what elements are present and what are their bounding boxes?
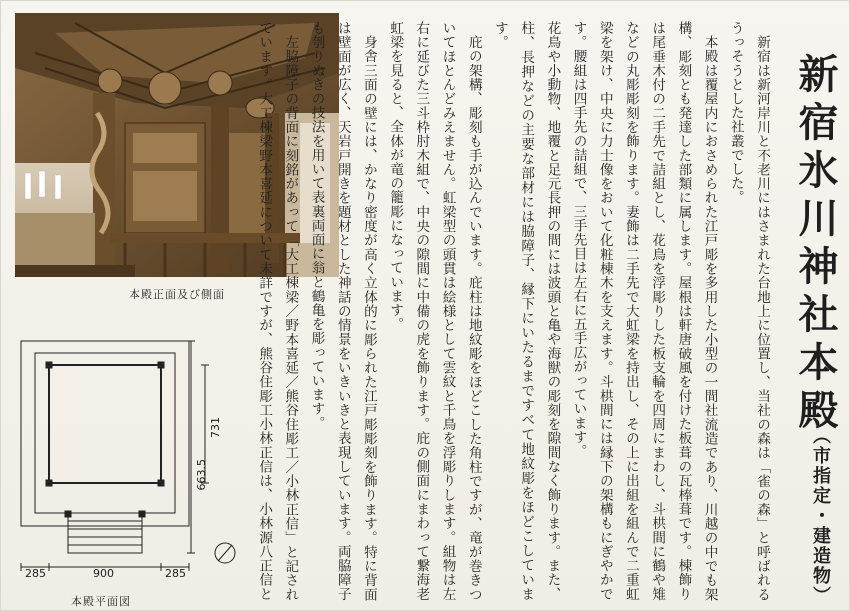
photo-caption: 本殿正面及び側面 (129, 288, 225, 301)
page-title: 新宿氷川神社本殿 (792, 53, 839, 437)
designation-subtitle: （市指定・建造物） (810, 426, 831, 606)
dim-right-label: 285 (165, 567, 186, 580)
paragraph-3: 花鳥や小動物、地覆と足元長押の間には波頭と亀や海獣の彫刻を隙間なく飾ります。また、柱、長押などの主要な部材には脇障子、縁下にいたるまですべて地紋彫をほどこしています。 (491, 21, 561, 601)
floor-plan (13, 331, 253, 593)
paragraph-1: 新宿は新河岸川と不老川にはさまれた台地上に位置し、当社の森は「雀の森」と呼ばれるうっそうとした社叢でした。 (727, 21, 770, 601)
paragraph-6: 左脇障子の背面に刻銘があって「大工棟梁／野本喜延／熊谷住彫工／小林正信」と記されています。大工棟梁野本喜延について未詳ですが、熊谷住彫工小林正信は、小林源八正信と (256, 21, 299, 601)
paragraph-5: 身舎三面の壁には、かなり密度が高く立体的に彫られた江戸彫彫刻を飾ります。特に背面は壁面が広く、天岩戸開きを題材とした神話の情景をいきいきと表現しています。両脇障子も刳りぬきの技法を用いて表裏両面に翁と鶴亀を彫っています。 (308, 21, 377, 601)
dim-left-label: 285 (25, 567, 46, 580)
floor-plan-drawing (13, 331, 253, 593)
paragraph-4: 庇の架構、彫刻も手が込んでいます。庇柱は地紋彫をほどこした角柱ですが、竜が巻きついてほとんどみえません。虹梁型の頭貫は絵様として雲紋と千鳥を浮彫りします。組物は左右に延びた三斗枠肘木組で、中央の隙間に中備の虎を飾ります。庇の側面にまわって繋海老虹梁を見ると、全体が竜の籠彫になっています。 (387, 21, 482, 601)
paragraph-2: 本殿は覆屋内におさめられた江戸彫を多用した小型の一間社流造であり、川越の中でも架構、彫刻とも発達した部類に属します。屋根は軒唐破風を付けた板葺の瓦棒葺です。棟飾りは尾垂木付の二手先で詰組とし、花鳥を浮彫りした板支輪を四周にまわし、斗栱間に鶴や雉などの丸彫彫刻を飾ります。妻飾は二手先で大虹梁を持出し、その上に出組を組んで二重虹梁を架け、中央に力士像をおいて化粧棟木を支えます。斗栱間には縁下の架構もにぎやかです。腰組は四手先の詰組で、三手先目は左右に五手広がっています。 (570, 21, 718, 601)
plan-caption: 本殿平面図 (71, 595, 131, 608)
dim-depth-upper-label: 731 (209, 417, 222, 438)
body-text (251, 21, 775, 601)
dim-center-label: 900 (93, 567, 114, 580)
dim-depth-lower-label: 663.5 (195, 459, 208, 491)
